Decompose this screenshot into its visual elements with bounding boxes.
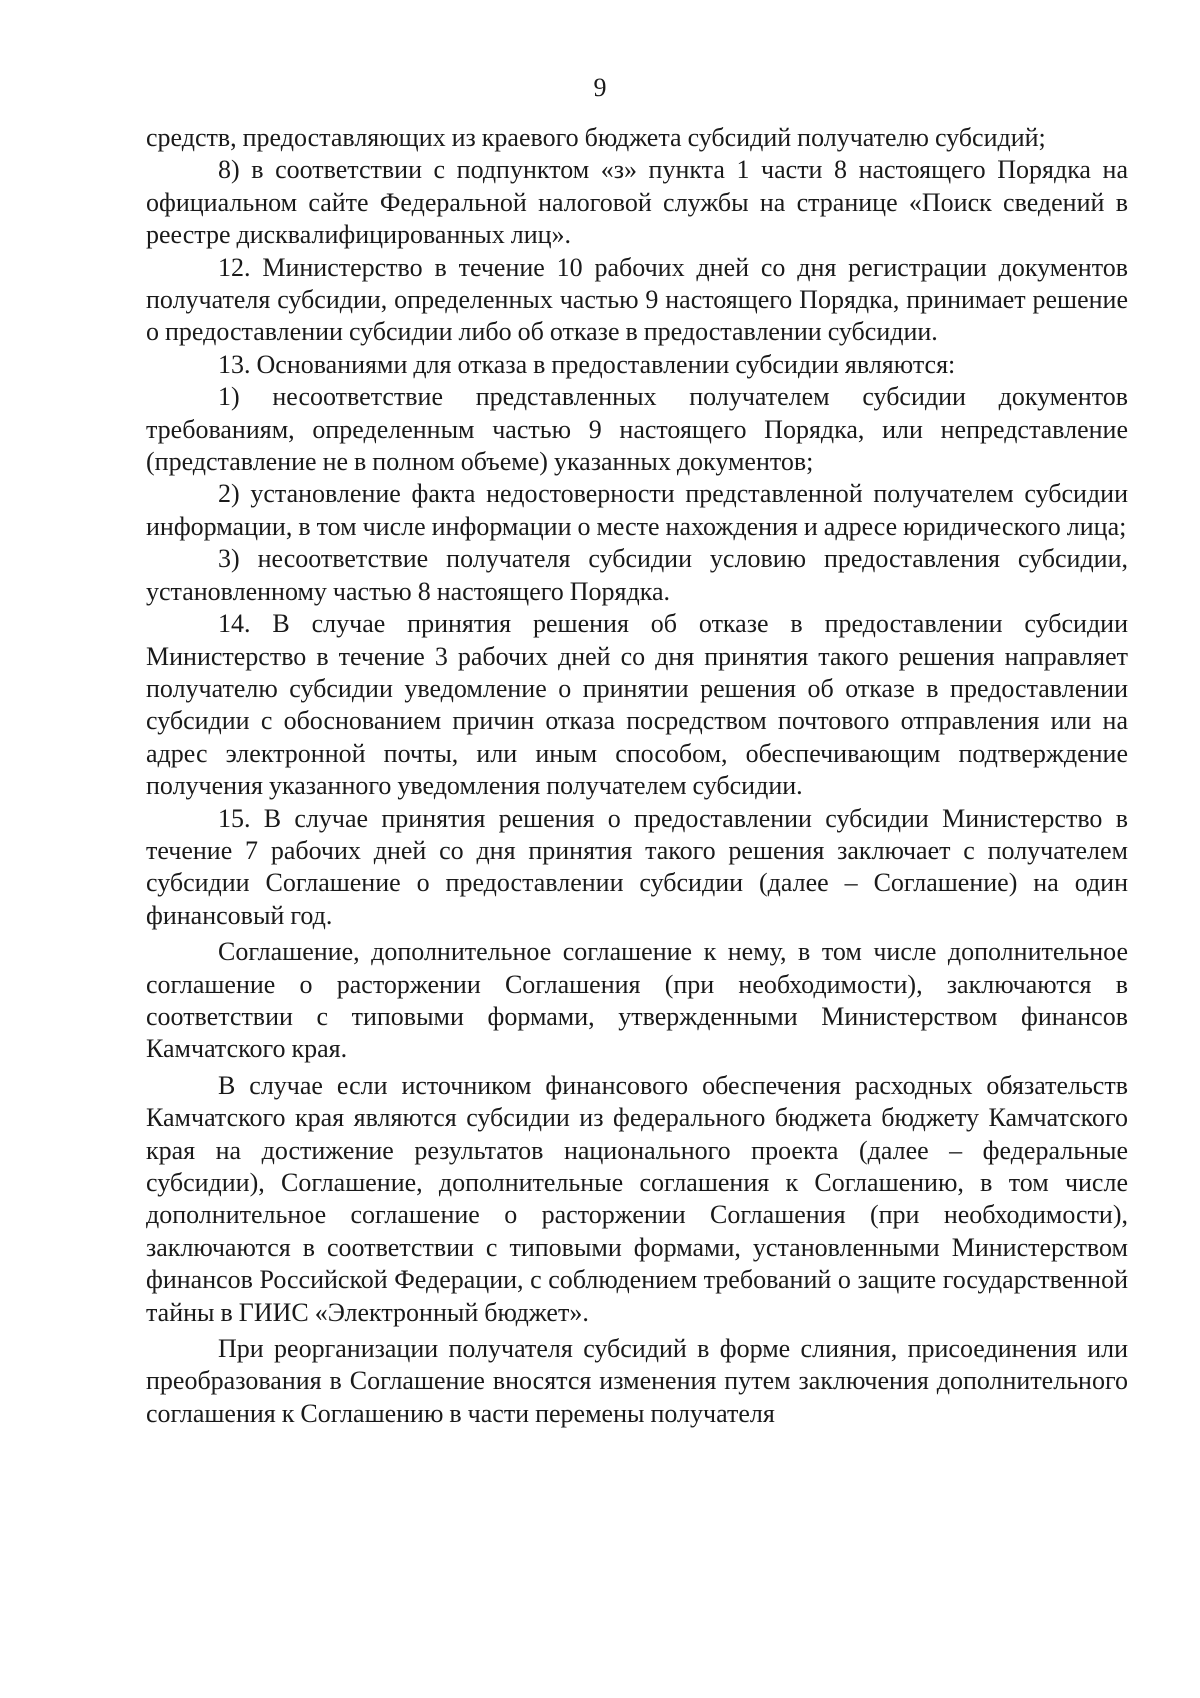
paragraph-reorganization: При реорганизации получателя субсидий в форме слияния, присоединения или преобразования в Соглашение вносятся изменения путем заключения дополнительного соглашения к Соглашению в части перемены получателя xyxy=(146,1334,1128,1428)
paragraph-item-8: 8) в соответствии с подпунктом «з» пункта 1 части 8 настоящего Порядка на официальном сайте Федеральной налоговой службы на странице «Поиск сведений в реестре дисквалифицированных лиц». xyxy=(146,155,1128,250)
paragraph-section-12: 12. Министерство в течение 10 рабочих дней со дня регистрации документов получателя субсидии, определенных частью 9 настоящего Порядка, принимает решение о предоставлении субсидии либо об отказе в предоставлении субсидии. xyxy=(146,252,1128,347)
paragraph-section-14: 14. В случае принятия решения об отказе в предоставлении субсидии Министерство в течение 3 рабочих дней со дня принятия такого решения направляет получателю субсидии уведомление о принятии решения об отказе в предоставлении субсидии с обоснованием причин отказа посредством почтового отправления или на адрес электронной почты, или иным способом, обеспечивающим подтверждение получения указанного уведомления получателем субсидии. xyxy=(146,609,1128,801)
paragraph-item-3: 3) несоответствие получателя субсидии условию предоставления субсидии, установленному частью 8 настоящего Порядка. xyxy=(146,544,1128,606)
paragraph-item-2: 2) установление факта недостоверности представленной получателем субсидии информации, в том числе информации о месте нахождения и адресе юридического лица; xyxy=(146,479,1128,541)
document-body xyxy=(146,122,1128,1430)
paragraph-agreement-forms: Соглашение, дополнительное соглашение к нему, в том числе дополнительное соглашение о расторжении Соглашения (при необходимости), заключаются в соответствии с типовыми формами, утвержденными Министерством финансов Камчатского края. xyxy=(146,937,1128,1064)
paragraph-section-13: 13. Основаниями для отказа в предоставлении субсидии являются: xyxy=(218,349,956,379)
paragraph-section-15: 15. В случае принятия решения о предоставлении субсидии Министерство в течение 7 рабочих дней со дня принятия такого решения заключает с получателем субсидии Соглашение о предоставлении субсидии (далее – Соглашение) на один финансовый год. xyxy=(146,803,1128,930)
paragraph-item-1: 1) несоответствие представленных получателем субсидии документов требованиям, определенным частью 9 настоящего Порядка, или непредставление (представление не в полном объеме) указанных документов; xyxy=(146,382,1128,477)
paragraph-federal-subsidies: В случае если источником финансового обеспечения расходных обязательств Камчатского края являются субсидии из федерального бюджета бюджету Камчатского края на достижение результатов национального проекта (далее – федеральные субсидии), Соглашение, дополнительные соглашения к Соглашению, в том числе дополнительное соглашение о расторжении Соглашения (при необходимости), заключаются в соответствии с типовыми формами, установленными Министерством финансов Российской Федерации, с соблюдением требований о защите государственной тайны в ГИИС «Электронный бюджет». xyxy=(146,1070,1128,1327)
page-number: 9 xyxy=(593,73,607,102)
paragraph-continuation: средств, предоставляющих из краевого бюджета субсидий получателю субсидий; xyxy=(146,123,1046,152)
